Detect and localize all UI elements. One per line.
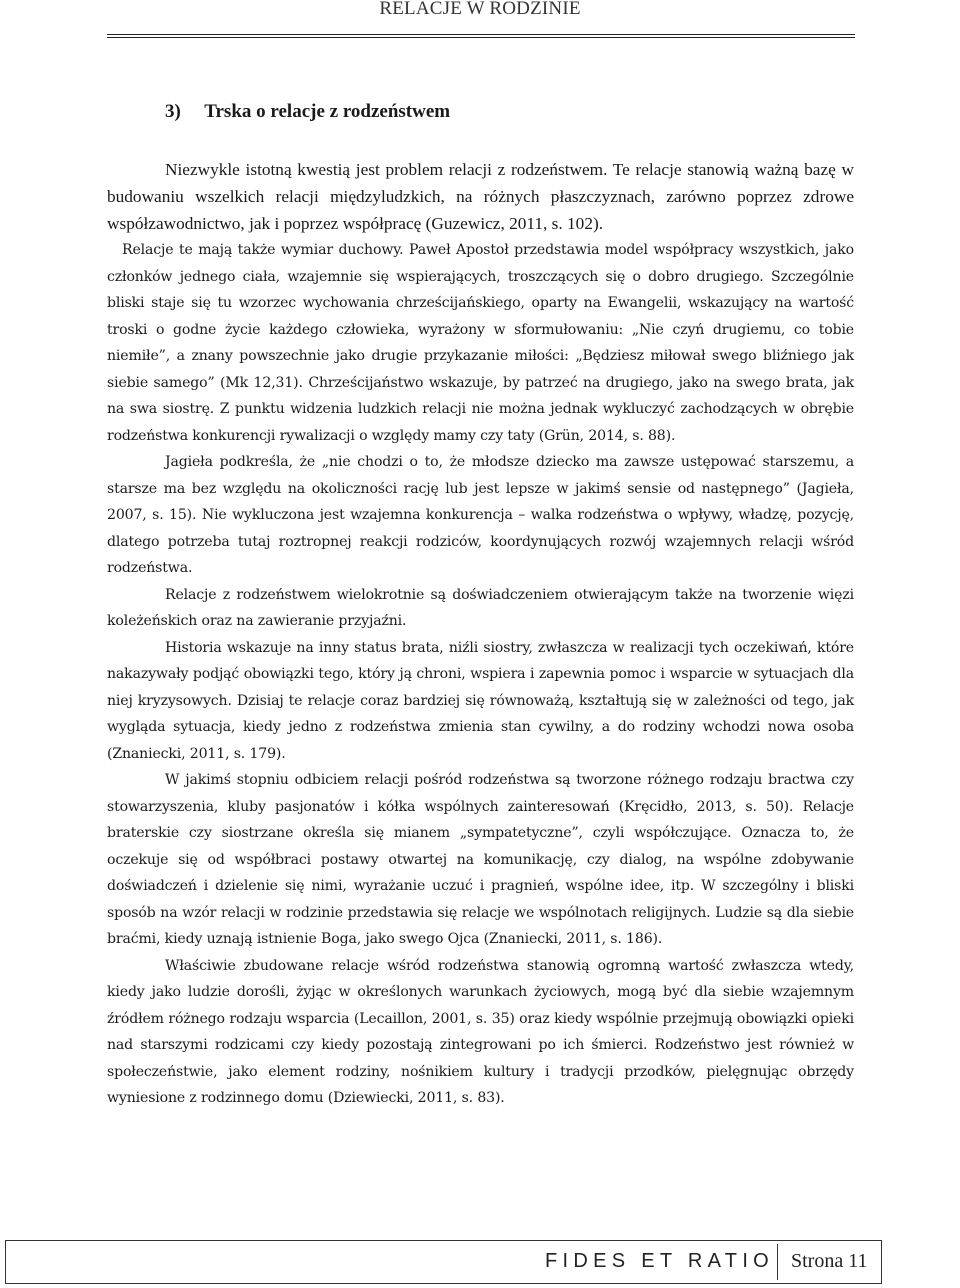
running-header-title: RELACJE W RODZINIE (379, 0, 581, 19)
footer-divider (777, 1244, 778, 1280)
header-rule (107, 34, 855, 35)
paragraph-friendship: Relacje z rodzeństwem wielokrotnie są doświadczeniem otwierającym także na tworzenie więzi koleżeńskich oraz na zawieranie przyjaźni. (107, 586, 854, 629)
section-title: 3) Trska o relacje z rodzeństwem (165, 101, 451, 122)
footer-brand: FIDES ET RATIO (545, 1250, 775, 1272)
body-text (107, 156, 854, 1112)
header-rule-secondary (107, 37, 855, 38)
paragraph-spiritual: Relacje te mają także wymiar duchowy. Paweł Apostoł przedstawia model współpracy wszystkich, jako członków jednego ciała, wzajemnie się wspierających, troszczących się o dobro drugiego. Szczególnie bliski staje się tu wzorzec wychowania chrześcijańskiego, oparty na Ewangelii, wskazujący na wartość troski o godne życie każdego człowieka, wyrażony w sformułowaniu: „Nie czyń drugiemu, co tobie niemiłe”, a znany powszechnie jako drugie przykazanie miłości: „Będziesz miłował swego bliźniego jak siebie samego” (Mk 12,31). Chrześcijaństwo wskazuje, by patrzeć na drugiego, jako na swego brata, jak na swa siostrę. Z punktu widzenia ludzkich relacji nie można jednak wykluczyć zachodzących w obrębie rodzeństwa konkurencji rywalizacji o względy mamy czy taty (Grün, 2014, s. 88). (107, 242, 854, 444)
paragraph-history: Historia wskazuje na inny status brata, niźli siostry, zwłaszcza w realizacji tych oczekiwań, które nakazywały podjąć obowiązki tego, który ją chroni, wspiera i zapewnia pomoc i wsparcie w sytuacjach dla niej kryzysowych. Dzisiaj te relacje coraz bardziej się równoważą, kształtują się w zależności od tego, jak wygląda sytuacja, kiedy jedno z rodzeństwa zmienia stan cywilny, a do rodziny wchodzi nowa osoba (Znaniecki, 2011, s. 179). (107, 639, 854, 762)
paragraph-brotherhoods: W jakimś stopniu odbiciem relacji pośród rodzeństwa są tworzone różnego rodzaju bractwa czy stowarzyszenia, kluby pasjonatów i kółka wspólnych zainteresowań (Kręcidło, 2013, s. 50). Relacje braterskie czy siostrzane określa się mianem „sympatetyczne”, czyli współczujące. Oznacza to, że oczekuje się od współbraci postawy otwartej na komunikację, czy dialog, na wspólne zdobywanie doświadczeń i dzielenie się nimi, wyrażanie uczuć i pragnień, wspólne idee, itp. W szczególny i bliski sposób na wzór relacji w rodzinie przedstawia się relacje we wspólnotach religijnych. Ludzie są dla siebie braćmi, kiedy uznają istnienie Boga, jako swego Ojca (Znaniecki, 2011, s. 186). (107, 772, 854, 947)
page-number: Strona 11 (791, 1250, 868, 1272)
paragraph-jagiela: Jagieła podkreśla, że „nie chodzi o to, że młodsze dziecko ma zawsze ustępować starszemu, a starsze ma bez względu na okoliczności rację lub jest lepsze w jakimś sensie od następnego” (Jagieła, 2007, s. 15). Nie wykluczona jest wzajemna konkurencja – walka rodzeństwa o wpływy, władzę, pozycję, dlatego potrzeba tutaj roztropnej reakcji rodziców, koordynujących rozwój wzajemnych relacji wśród rodzeństwa. (107, 454, 854, 576)
paragraph-intro: Niezwykle istotną kwestią jest problem relacji z rodzeństwem. Te relacje stanowią ważną bazę w budowaniu wszelkich relacji międzyludzkich, na różnych płaszczyznach, zarówno poprzez zdrowe współzawodnictwo, jak i poprzez współpracę (Guzewicz, 2011, s. 102). (107, 160, 854, 233)
paragraph-adult-siblings: Właściwie zbudowane relacje wśród rodzeństwa stanowią ogromną wartość zwłaszcza wtedy, kiedy jako ludzie dorośli, żyjąc w określonych warunkach życiowych, mogą być dla siebie wzajemnym źródłem różnego rodzaju wsparcia (Lecaillon, 2001, s. 35) oraz kiedy wspólnie przejmują obowiązki opieki nad starszymi rodzicami czy kiedy pozostają zintegrowani po ich śmierci. Rodzeństwo jest również w społeczeństwie, jako element rodziny, nośnikiem kultury i tradycji przodków, pielęgnując obrzędy wyniesione z rodzinnego domu (Dziewiecki, 2011, s. 83). (107, 957, 854, 1106)
